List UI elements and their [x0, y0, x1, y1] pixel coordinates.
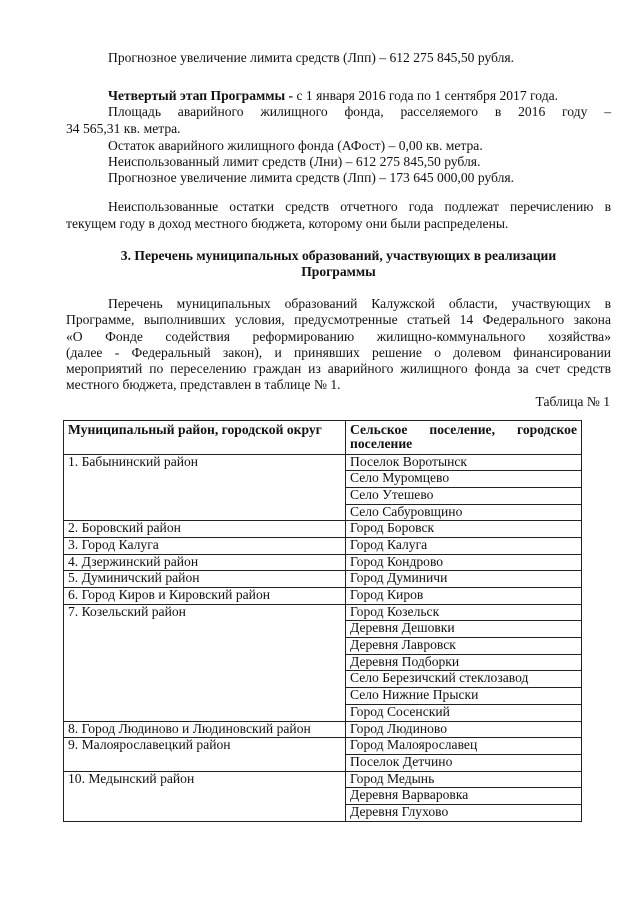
table-header-row: [64, 421, 582, 455]
settlement-cell: Город Кондрово: [346, 554, 582, 571]
table-caption: Таблица № 1: [535, 394, 610, 409]
table-row: [64, 604, 582, 621]
settlement-cell: Город Малоярославец: [346, 738, 582, 755]
settlement-cell: Село Нижние Прыски: [346, 688, 582, 705]
area-line-2: 34 565,31 кв. метра.: [66, 121, 181, 136]
district-cell: 8. Город Людиново и Людиновский район: [64, 721, 346, 738]
table-row: [64, 454, 582, 471]
municipalities-table: [63, 420, 582, 822]
settlement-cell: Поселок Воротынск: [346, 454, 582, 471]
settlement-cell: Село Сабуровщино: [346, 504, 582, 521]
table-row: [64, 738, 582, 755]
district-cell: 2. Боровский район: [64, 521, 346, 538]
intro-line-3: «О Фонде содействия реформированию жилищно-коммунального хозяйства»: [66, 329, 611, 344]
leftover-line-1: Неиспользованные остатки средств отчетного года подлежат перечислению в: [108, 199, 611, 214]
settlement-cell: Город Козельск: [346, 604, 582, 621]
settlement-cell: Город Калуга: [346, 537, 582, 554]
settlement-cell: Город Боровск: [346, 521, 582, 538]
section-title-line-2: Программы: [301, 264, 376, 279]
settlement-cell: Деревня Лавровск: [346, 638, 582, 655]
section-title-line-1: 3. Перечень муниципальных образований, участвующих в реализации: [120, 248, 557, 263]
district-cell: 4. Дзержинский район: [64, 554, 346, 571]
leftover-line-2: текущем году в доход местного бюджета, которому они были распределены.: [66, 216, 509, 231]
stage4-label: Четвертый этап Программы -: [108, 88, 294, 103]
remainder-line: Остаток аварийного жилищного фонда (АФост) – 0,00 кв. метра.: [108, 138, 483, 153]
table-row: [64, 721, 582, 738]
settlement-cell: Поселок Детчино: [346, 754, 582, 771]
intro-line-2: Программе, выполнивших условия, предусмотренные статьей 14 Федерального закона: [66, 312, 611, 327]
settlement-cell: Город Людиново: [346, 721, 582, 738]
settlement-cell: Деревня Подборки: [346, 654, 582, 671]
table-row: [64, 571, 582, 588]
table-row: [64, 588, 582, 605]
settlement-cell: Деревня Варваровка: [346, 788, 582, 805]
area-line-1: Площадь аварийного жилищного фонда, расселяемого в 2016 году –: [108, 104, 611, 119]
district-cell: 7. Козельский район: [64, 604, 346, 721]
table-row: [64, 771, 582, 788]
forecast-line-top: Прогнозное увеличение лимита средств (Лпп) – 612 275 845,50 рубля.: [108, 50, 515, 65]
settlement-cell: Село Муромцево: [346, 471, 582, 488]
forecast-line: Прогнозное увеличение лимита средств (Лпп) – 173 645 000,00 рубля.: [108, 170, 515, 185]
intro-line-5: мероприятий по переселению граждан из аварийного жилищного фонда за счет средств: [66, 361, 611, 376]
table-row: [64, 521, 582, 538]
intro-line-6: местного бюджета, представлен в таблице № 1.: [66, 377, 341, 392]
table-row: [64, 554, 582, 571]
settlement-cell: Деревня Глухово: [346, 804, 582, 821]
settlement-cell: Деревня Дешовки: [346, 621, 582, 638]
district-cell: 3. Город Калуга: [64, 537, 346, 554]
table-body: [64, 454, 582, 821]
district-cell: 5. Думиничский район: [64, 571, 346, 588]
settlement-cell: Село Утешево: [346, 487, 582, 504]
header-district: Муниципальный район, городской округ: [64, 421, 346, 455]
stage4-dates: с 1 января 2016 года по 1 сентября 2017 года.: [293, 88, 559, 103]
district-cell: 6. Город Киров и Кировский район: [64, 588, 346, 605]
district-cell: 9. Малоярославецкий район: [64, 738, 346, 771]
intro-line-1: Перечень муниципальных образований Калужской области, участвующих в: [108, 296, 611, 311]
unused-line: Неиспользованный лимит средств (Лни) – 612 275 845,50 рубля.: [108, 154, 481, 169]
settlement-cell: Город Сосенский: [346, 704, 582, 721]
settlement-cell: Город Медынь: [346, 771, 582, 788]
district-cell: 10. Медынский район: [64, 771, 346, 821]
settlement-cell: Город Киров: [346, 588, 582, 605]
stage4-heading: [108, 88, 558, 104]
settlement-cell: Город Думиничи: [346, 571, 582, 588]
table-row: [64, 537, 582, 554]
district-cell: 1. Бабынинский район: [64, 454, 346, 521]
settlement-cell: Село Березичский стеклозавод: [346, 671, 582, 688]
header-settlement: Сельское поселение, городское поселение: [346, 421, 582, 455]
intro-line-4: (далее - Федеральный закон), и принявших решение о долевом финансировании: [66, 345, 611, 360]
